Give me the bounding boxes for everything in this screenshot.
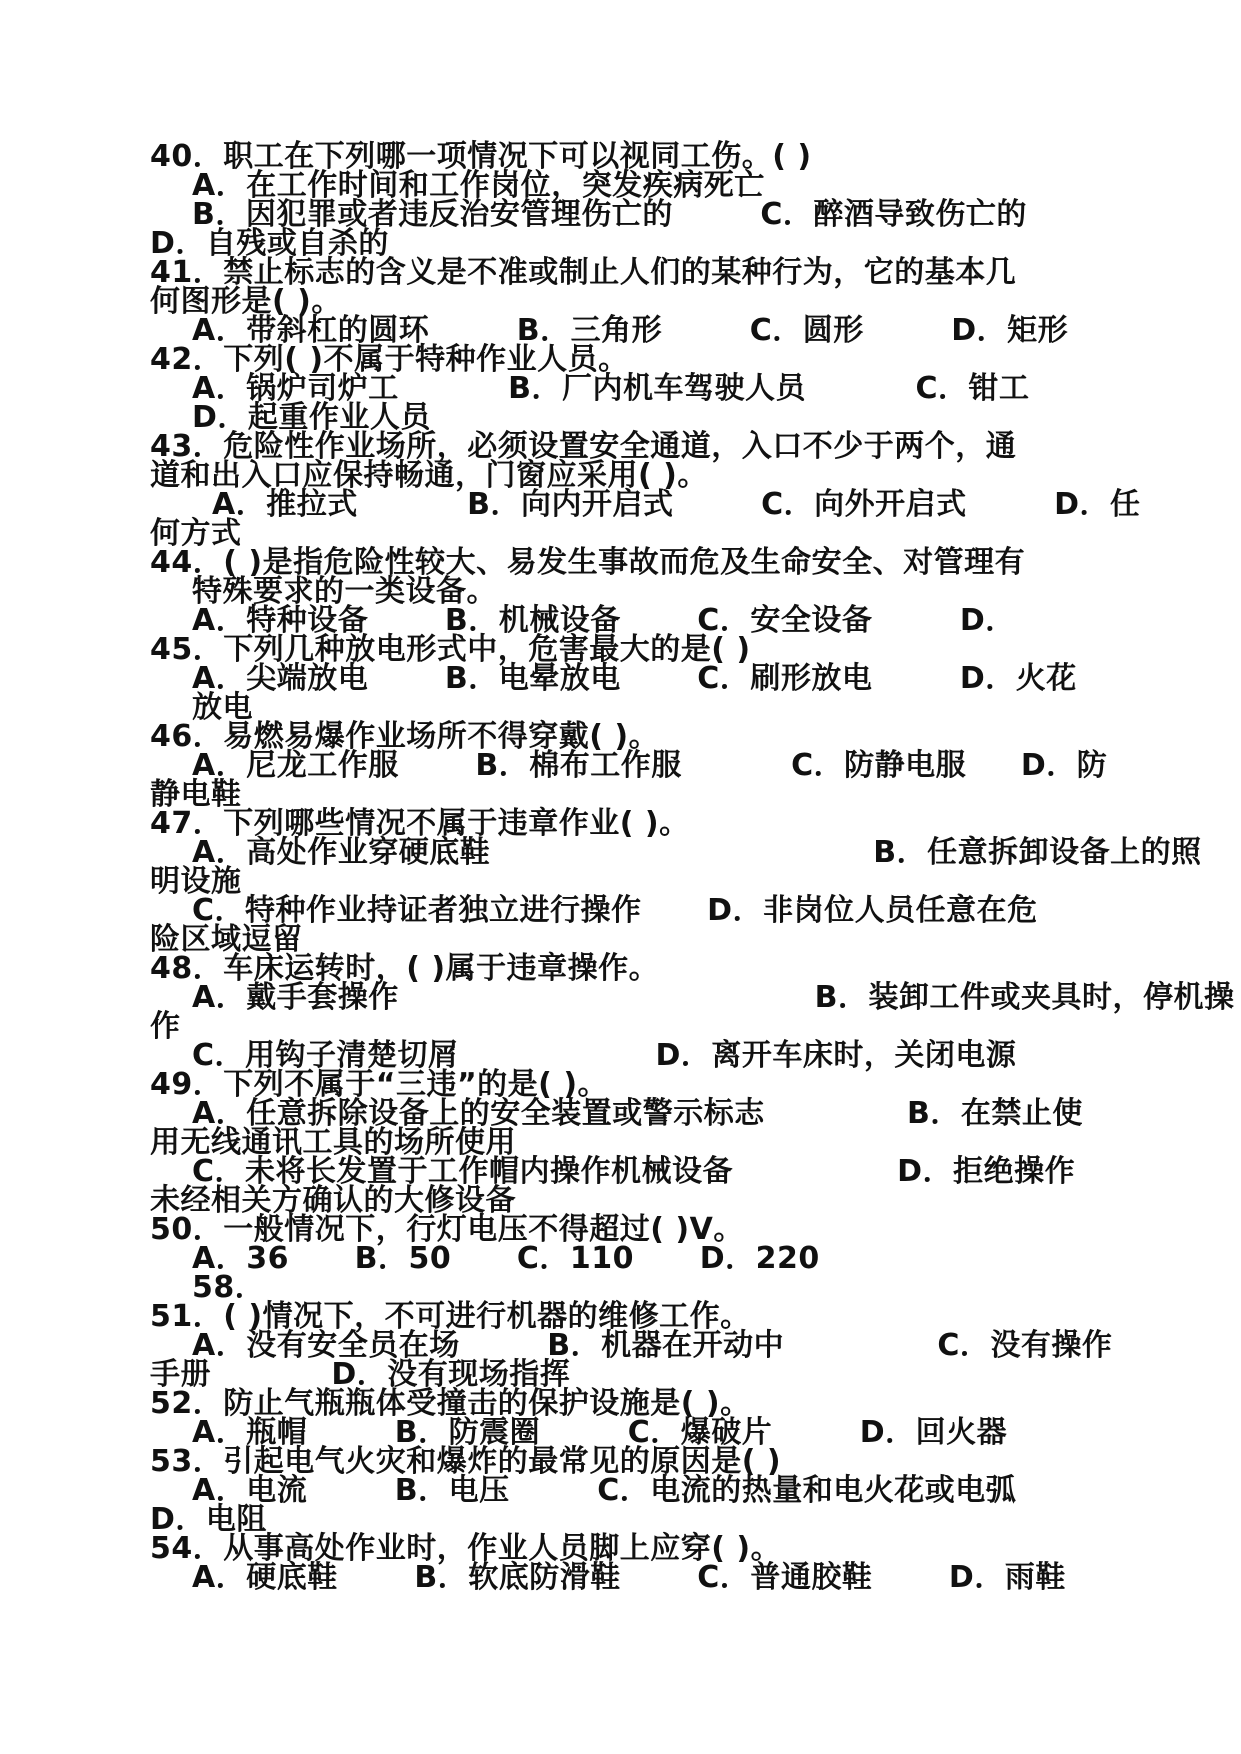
option-continuation: 险区域逗留 [150, 922, 303, 957]
question-48: 48．车床运转时，( )属于违章操作。 [150, 951, 660, 986]
question-41: 41．禁止标志的含义是不准或制止人们的某种行为，它的基本几 [150, 255, 1017, 290]
option-line: D．起重作业人员 [192, 400, 431, 435]
option-continuation: 作 [150, 1009, 181, 1044]
question-49: 49．下列不属于“三违”的是( )。 [150, 1067, 609, 1102]
question-50: 50．一般情况下，行灯电压不得超过( )V。 [150, 1212, 744, 1247]
question-continuation: 道和出入口应保持畅通，门窗应采用( )。 [150, 458, 708, 493]
question-47: 47．下列哪些情况不属于违章作业( )。 [150, 806, 690, 841]
option-line: A．戴手套操作 B．装卸工件或夹具时，停机操 [192, 980, 1235, 1015]
question-43: 43．危险性作业场所，必须设置安全通道，入口不少于两个，通 [150, 429, 1017, 464]
question-45: 45．下列几种放电形式中，危害最大的是( ) [150, 632, 751, 667]
option-continuation: 静电鞋 [150, 777, 242, 812]
option-line: A．任意拆除设备上的安全装置或警示标志 B．在禁止使 [192, 1096, 1083, 1131]
question-53: 53．引起电气火灾和爆炸的最常见的原因是( ) [150, 1444, 782, 1479]
option-line: D．自残或自杀的 [150, 226, 389, 261]
option-line: A．带斜杠的圆环 B．三角形 C．圆形 D．矩形 [192, 313, 1069, 348]
option-line: C．特种作业持证者独立进行操作 D．非岗位人员任意在危 [192, 893, 1038, 928]
option-line: C．用钩子清楚切屑 D．离开车床时，关闭电源 [192, 1038, 1017, 1073]
option-line: C．未将长发置于工作帽内操作机械设备 D．拒绝操作 [192, 1154, 1076, 1189]
option-continuation: 用无线通讯工具的场所使用 [150, 1125, 516, 1160]
question-continuation: 特殊要求的一类设备。 [192, 574, 497, 609]
option-line: B．因犯罪或者违反治安管理伤亡的 C．醉酒导致伤亡的 [192, 197, 1027, 232]
question-52: 52．防止气瓶瓶体受撞击的保护设施是( )。 [150, 1386, 751, 1421]
option-line: A．特种设备 B．机械设备 C．安全设备 D． [192, 603, 1016, 638]
option-line: A．尖端放电 B．电晕放电 C．刷形放电 D．火花 [192, 661, 1077, 696]
question-number-fragment: 58． [192, 1270, 266, 1305]
option-line: A．电流 B．电压 C．电流的热量和电火花或电弧 [192, 1473, 1017, 1508]
question-40: 40．职工在下列哪一项情况下可以视同工伤。( ) [150, 139, 812, 174]
option-line: A．尼龙工作服 B．棉布工作服 C．防静电服 D．防 [192, 748, 1108, 783]
option-continuation: 何方式 [150, 516, 242, 551]
question-continuation: 何图形是( )。 [150, 284, 342, 319]
option-continuation: 明设施 [150, 864, 242, 899]
question-54: 54．从事高处作业时，作业人员脚上应穿( )。 [150, 1531, 782, 1566]
option-continuation: 未经相关方确认的大修设备 [150, 1183, 516, 1218]
option-continuation: 放电 [192, 690, 253, 725]
option-line: D．电阻 [150, 1502, 267, 1537]
question-44: 44．( )是指危险性较大、易发生事故而危及生命安全、对管理有 [150, 545, 1026, 580]
option-line: A．在工作时间和工作岗位，突发疾病死亡 [192, 168, 765, 203]
option-line: A．瓶帽 B．防震圈 C．爆破片 D．回火器 [192, 1415, 1008, 1450]
option-line: A．36 B．50 C．110 D．220 [192, 1241, 820, 1276]
question-51: 51．( )情况下，不可进行机器的维修工作。 [150, 1299, 751, 1334]
option-line: A．高处作业穿硬底鞋 B．任意拆卸设备上的照 [192, 835, 1202, 870]
option-line: A．没有安全员在场 B．机器在开动中 C．没有操作 [192, 1328, 1113, 1363]
option-line: A．硬底鞋 B．软底防滑鞋 C．普通胶鞋 D．雨鞋 [192, 1560, 1066, 1595]
option-continuation: 手册 D．没有现场指挥 [150, 1357, 571, 1392]
question-42: 42．下列( )不属于特种作业人员。 [150, 342, 629, 377]
option-line: A．锅炉司炉工 B．厂内机车驾驶人员 C．钳工 [192, 371, 1030, 406]
question-46: 46．易燃易爆作业场所不得穿戴( )。 [150, 719, 660, 754]
option-line: A．推拉式 B．向内开启式 C．向外开启式 D．任 [212, 487, 1141, 522]
